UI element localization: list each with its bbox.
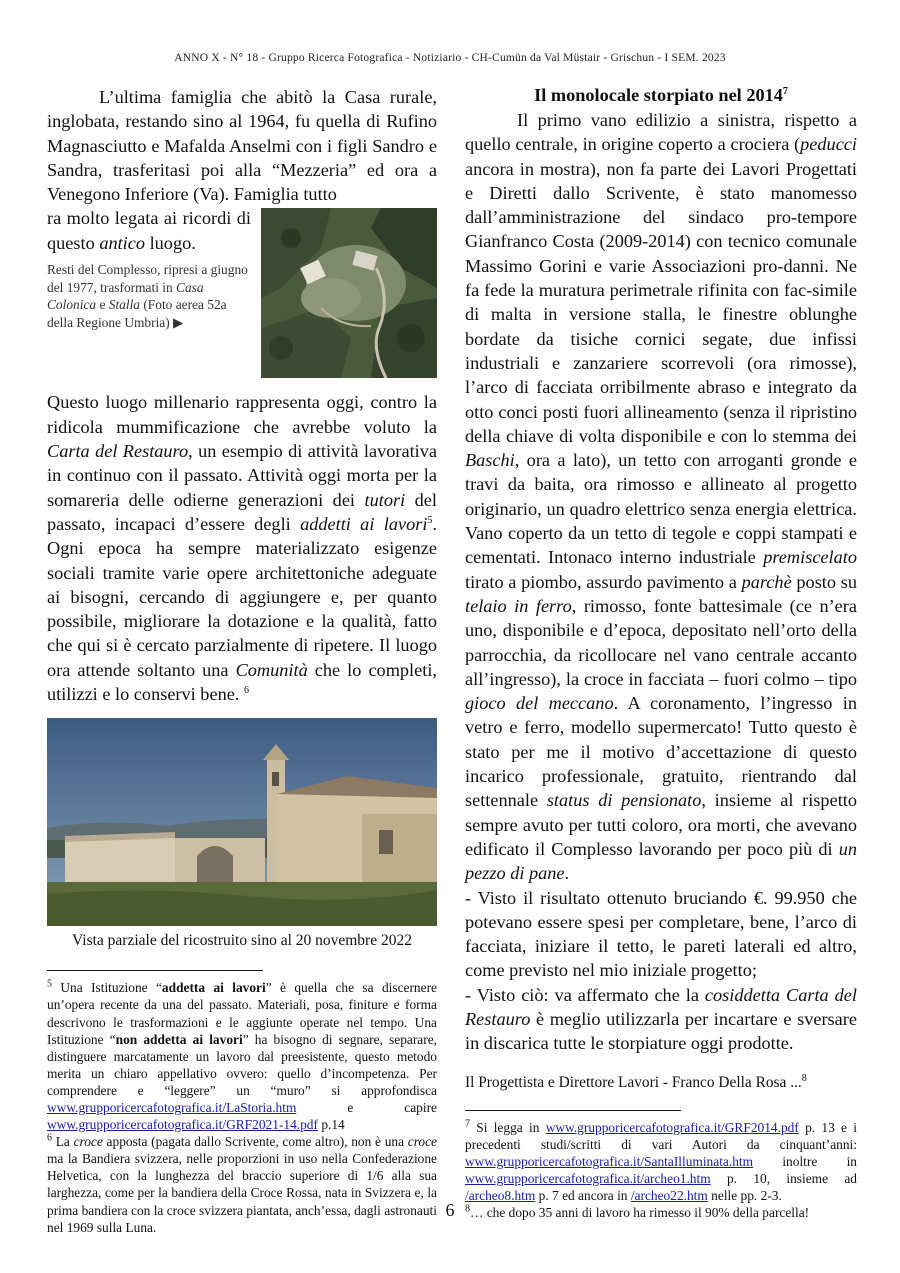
left-column (47, 85, 437, 1236)
intro-paragraph: L’ultima famiglia che abitò la Casa rurale, inglobata, restando sino al 1964, fu quella di Rufino Magnasciutto e Mafalda Anselmi con i figli Sandro e Sandra, trasferitasi poi alla “Mezzeria” ed ora a Venegono Inferiore (Va). Famiglia tutto (47, 87, 437, 205)
link-santailluminata[interactable]: www.grupporicercafotografica.it/SantaIlluminata.htm (465, 1153, 754, 1169)
footnote-5: $^5$ Una Istituzione “addetta ai lavori” è quella che sa discernere un’opera recente da una del passato. Materiali, posa, finiture e forma descrivono le trasformazioni e le aggiunte operate nel tempo. Una Istituzione “non addetta ai lavori” ha bisogno di segnare, separare, distinguere marcatamente un lavoro dal preesistente, questo metodo merita un chiaro appellativo ovvero: quello d’incompetenza. Per comprendere e “leggere” un “muro” si approfondisca www.grupporicercafotografica.it/LaStoria.htm e capire www.grupporicercafotografica.it/GRF2021-14.pdf p.14 (47, 978, 437, 1133)
section-title: Il monolocale storpiato nel 2014$^7$ (534, 85, 788, 105)
church-photo (47, 718, 437, 926)
link-archeo1[interactable]: www.grupporicercafotografica.it/archeo1.htm (465, 1170, 711, 1186)
link-archeo8[interactable]: /archeo8.htm (465, 1187, 536, 1203)
link-grf2014[interactable]: www.grupporicercafotografica.it/GRF2014.pdf (545, 1119, 799, 1135)
link-lastoria[interactable]: www.grupporicercafotografica.it/LaStoria.htm (47, 1100, 297, 1115)
page-number: 6 (445, 1200, 455, 1220)
footnote-separator (47, 970, 263, 971)
running-header: ANNO X - N° 18 - Gruppo Ricerca Fotografica - Notiziario - CH-Cumün da Val Müstair - Grischun - I SEM. 2023 (174, 52, 726, 64)
main-paragraph: Questo luogo millenario rappresenta oggi, contro la ridicola mummificazione che avrebbe voluto la Carta del Restauro, un esempio di attività lavorativa in continuo con il passato. Attività oggi morta per la somareria delle odierne generazioni dei tutori del passato, incapaci d’essere degli addetti ai lavori$^5$. Ogni epoca ha sempre materializzato esigenze sociali tramite varie opere architettoniche adeguate ai bisogni, cercando di aggiungere e, per quanto possibile, migliorare la dotazione e la qualità, fatto che qui si è cercato parzialmente di ripetere. Il luogo ora attende soltanto una Comunità che lo completi, utilizzi e lo conservi bene. $^6$ (47, 392, 437, 705)
visto-paragraph-2: - Visto ciò: va affermato che la cosiddetta Carta del Restauro è meglio utilizzarla per incartare e sversare in discarica tutte le storpiature oggi prodotte. (465, 984, 857, 1054)
footnote-8: $^8$… che dopo 35 anni di lavoro ha rimesso il 90% della parcella! (465, 1203, 810, 1221)
footnote-6: $^6$ La croce apposta (pagata dallo Scrivente, come altro), non è una croce ma la Bandiera svizzera, nelle proporzioni in uso nella Confederazione Helvetica, con la lunghezza del braccio superiore di 1/6 alla sua larghezza, come per la bandiera della Croce Rossa, nata in Svizzera e, la prima bandiera con la croce svizzera piantata, anch’essa, dagli astronauti nel 1969 sulla Luna. (47, 1132, 438, 1235)
link-archeo22[interactable]: /archeo22.htm (630, 1187, 708, 1203)
church-photo-caption: Vista parziale del ricostruito sino al 20 novembre 2022 (72, 932, 412, 950)
intro-paragraph-cont: ra molto legata ai ricordi di questo antico luogo. (47, 208, 251, 253)
visto-paragraph-1: - Visto il risultato ottenuto bruciando €. 99.950 che potevano essere spesi per completare, bene, l’arco di facciata, iniziare il tetto, le pareti laterali ed altro, come previsto nel mio iniziale progetto; (465, 887, 857, 981)
aerial-photo (261, 208, 437, 378)
footnote-ref-5: 5 (427, 514, 433, 526)
footnote-separator-right (465, 1110, 681, 1111)
signature: Il Progettista e Direttore Lavori - Franco Della Rosa ...$^8$ (465, 1072, 807, 1091)
monolocale-paragraph: Il primo vano edilizio a sinistra, rispetto a quello centrale, in origine coperto a crociera (peducci ancora in mostra), non fa parte dei Lavori Progettati e Diretti dallo Scrivente, è stato manomesso dall’amministrazione del sindaco pro-tempore Gianfranco Costa (2009-2014) con tecnico comunale Massimo Gorini e varie Associazioni pro-danni. Ne fa fede la muratura perimetrale rifinita con fac-simile di malta in versione stalla, le finestre oblunghe bordate da tisiche cornici segate, due infissi industriali e zanzariere scorrevoli (ora rimosse), l’arco di facciata orribilmente abraso e integrato da otto conci posti fuori allineamento (senza il ripristino della chiave di volta disponibile e con lo stemma dei Baschi, ora a lato), un tetto con arroganti gronde e travi da baita, ora rimosso e allineato al progetto originario, un quadro elettrico senza energia elettrica. Vano coperto da un tetto di tegole e coppi stampati e cementati. Intonaco interno industriale premiscelato tirato a piombo, assurdo pavimento a parchè posto su telaio in ferro, rimosso, fonte battesimale (ce n’era uno, disponibile e d’epoca, depositato nell’orto della parrocchia, da ricollocare nel vano centrale accanto all’ingresso), la croce in facciata – fuori colmo – tipo gioco del meccano. A coronamento, l’ingresso in vetro e ferro, modello supermercato! Tutto questo è stato per me il motivo d’accettazione di questo incarico professionale, gratuito, rientrando dal settennale status di pensionato, insieme al rispetto sempre avuto per tutti coloro, ora morti, che avevano edificato il Complesso lavorando per poco più di un pezzo di pane. (465, 110, 858, 884)
aerial-photo-caption: Resti del Complesso, ripresi a giugno del 1977, trasformati in Casa Colonica e Stalla (Foto aerea 52a della Regione Umbria) ▶ (47, 262, 248, 330)
footnote-ref-6: 6 (243, 684, 249, 696)
right-column (465, 85, 857, 1221)
footnote-7: $^7$ Si legga in www.grupporicercafotografica.it/GRF2014.pdf p. 13 e i precedenti studi/scritti di vari Autori da cinquant’anni: www.grupporicercafotografica.it/SantaIlluminata.htm inoltre in www.grupporicercafotografica.it/archeo1.htm p. 10, insieme ad /archeo8.htm p. 7 ed ancora in /archeo22.htm nelle pp. 2-3. (465, 1118, 857, 1203)
link-grf2021[interactable]: www.grupporicercafotografica.it/GRF2021-14.pdf (47, 1117, 318, 1133)
